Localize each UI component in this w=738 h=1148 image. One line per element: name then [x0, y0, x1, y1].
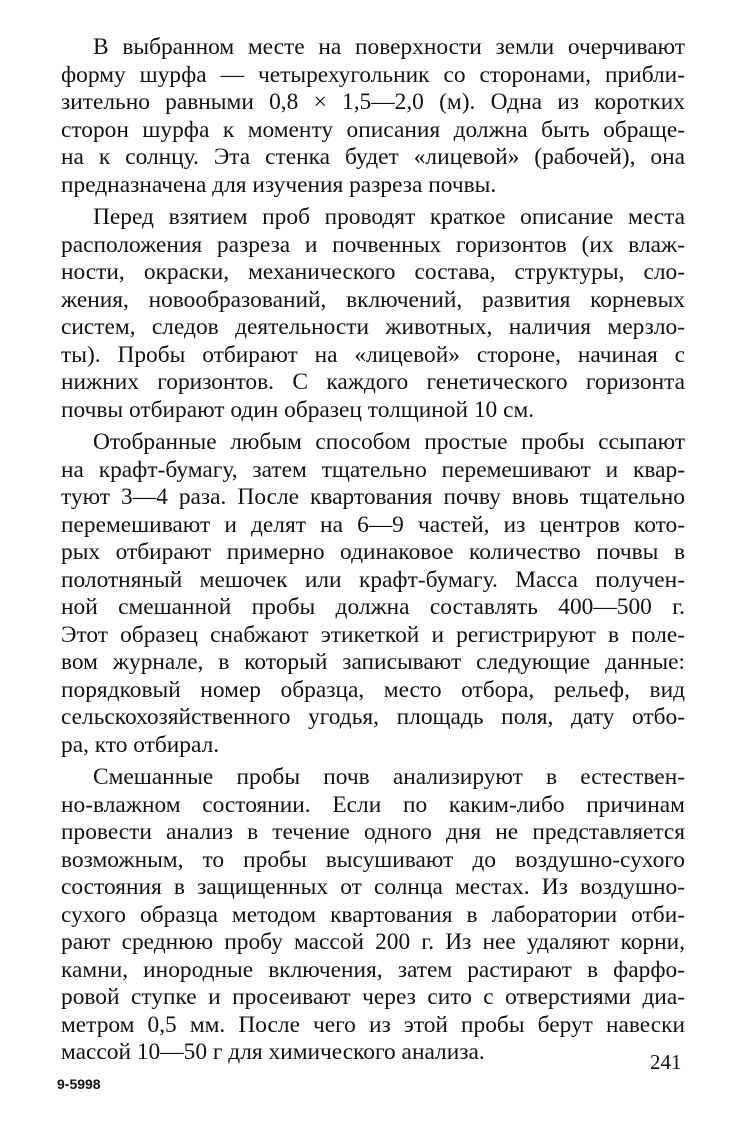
text-line: вом журнале, в который записывают следующие данные: [61, 649, 685, 675]
text-line: состояния в защищенных от солнца местах. Из воздушно- [61, 874, 685, 900]
text-line: Перед взятием проб проводят краткое описание места [93, 204, 685, 230]
text-line: на к солнцу. Эта стенка будет «лицевой» (рабочей), она [61, 144, 685, 170]
text-line: ты). Пробы отбирают на «лицевой» стороне, начиная с [61, 341, 685, 368]
paragraph [61, 34, 685, 199]
text-line: Этот образец снабжают этикеткой и регистрируют в поле- [61, 621, 685, 648]
text-line: Смешанные пробы почв анализируют в естествен- [93, 764, 685, 790]
text-line: туют 3—4 раза. После квартования почву вновь тщательно [61, 484, 685, 510]
text-line: на крафт-бумагу, затем тщательно перемешивают и квар- [61, 456, 685, 483]
text-line: рых отбирают примерно одинаковое количество почвы в [61, 539, 685, 565]
text-line: рают среднюю пробу массой 200 г. Из нее удаляют корни, [61, 929, 685, 955]
text-line: сухого образца методом квартования в лаборатории отби- [61, 901, 685, 928]
text-line: перемешивают и делят на 6—9 частей, из центров кото- [61, 511, 685, 538]
text-line: ности, окраски, механического состава, структуры, сло- [61, 259, 685, 285]
text-line: провести анализ в течение одного дня не представляется [61, 819, 685, 845]
text-line: метром 0,5 мм. После чего из этой пробы берут навески [61, 1011, 685, 1038]
text-line: нижних горизонтов. С каждого генетического горизонта [61, 369, 685, 395]
text-line: массой 10—50 г для химического анализа. [61, 1039, 485, 1065]
text-line: жения, новообразований, включений, развития корневых [61, 286, 685, 313]
body-text [61, 34, 685, 1067]
text-line: расположения разреза и почвенных горизонтов (их влаж- [61, 231, 685, 258]
text-line: ра, кто отбирал. [61, 731, 220, 758]
text-line: систем, следов деятельности животных, наличия мерзло- [61, 314, 685, 340]
text-line: почвы отбирают один образец толщиной 10 см. [61, 396, 535, 423]
text-line: порядковый номер образца, место отбора, рельеф, вид [61, 676, 685, 703]
text-line: возможным, то пробы высушивают до воздушно-сухого [61, 846, 685, 873]
text-line: сельскохозяйственного угодья, площадь поля, дату отбо- [61, 704, 685, 730]
print-code: 9-5998 [57, 1076, 101, 1092]
text-line: зительно равными 0,8 × 1,5—2,0 (м). Одна из коротких [61, 89, 685, 115]
text-line: камни, инородные включения, затем растирают в фарфо- [61, 956, 685, 983]
text-line: форму шурфа — четырехугольник со сторонами, прибли- [61, 61, 685, 88]
text-line: ной смешанной пробы должна составлять 400—500 г. [61, 594, 685, 620]
page-number: 241 [650, 1050, 682, 1074]
text-line: сторон шурфа к моменту описания должна быть обраще- [61, 116, 685, 143]
text-line: но-влажном состоянии. Если по каким-либо причинам [61, 791, 685, 818]
paragraph [61, 764, 685, 1067]
text-line: Отобранные любым способом простые пробы ссыпают [93, 429, 685, 455]
paragraph [61, 204, 685, 424]
text-line: ровой ступке и просеивают через сито с отверстиями диа- [61, 984, 685, 1010]
text-line: полотняный мешочек или крафт-бумагу. Масса получен- [61, 566, 685, 593]
paragraph [61, 429, 685, 759]
text-line: предназначена для изучения разреза почвы. [61, 171, 497, 198]
text-line: В выбранном месте на поверхности земли очерчивают [93, 34, 685, 60]
